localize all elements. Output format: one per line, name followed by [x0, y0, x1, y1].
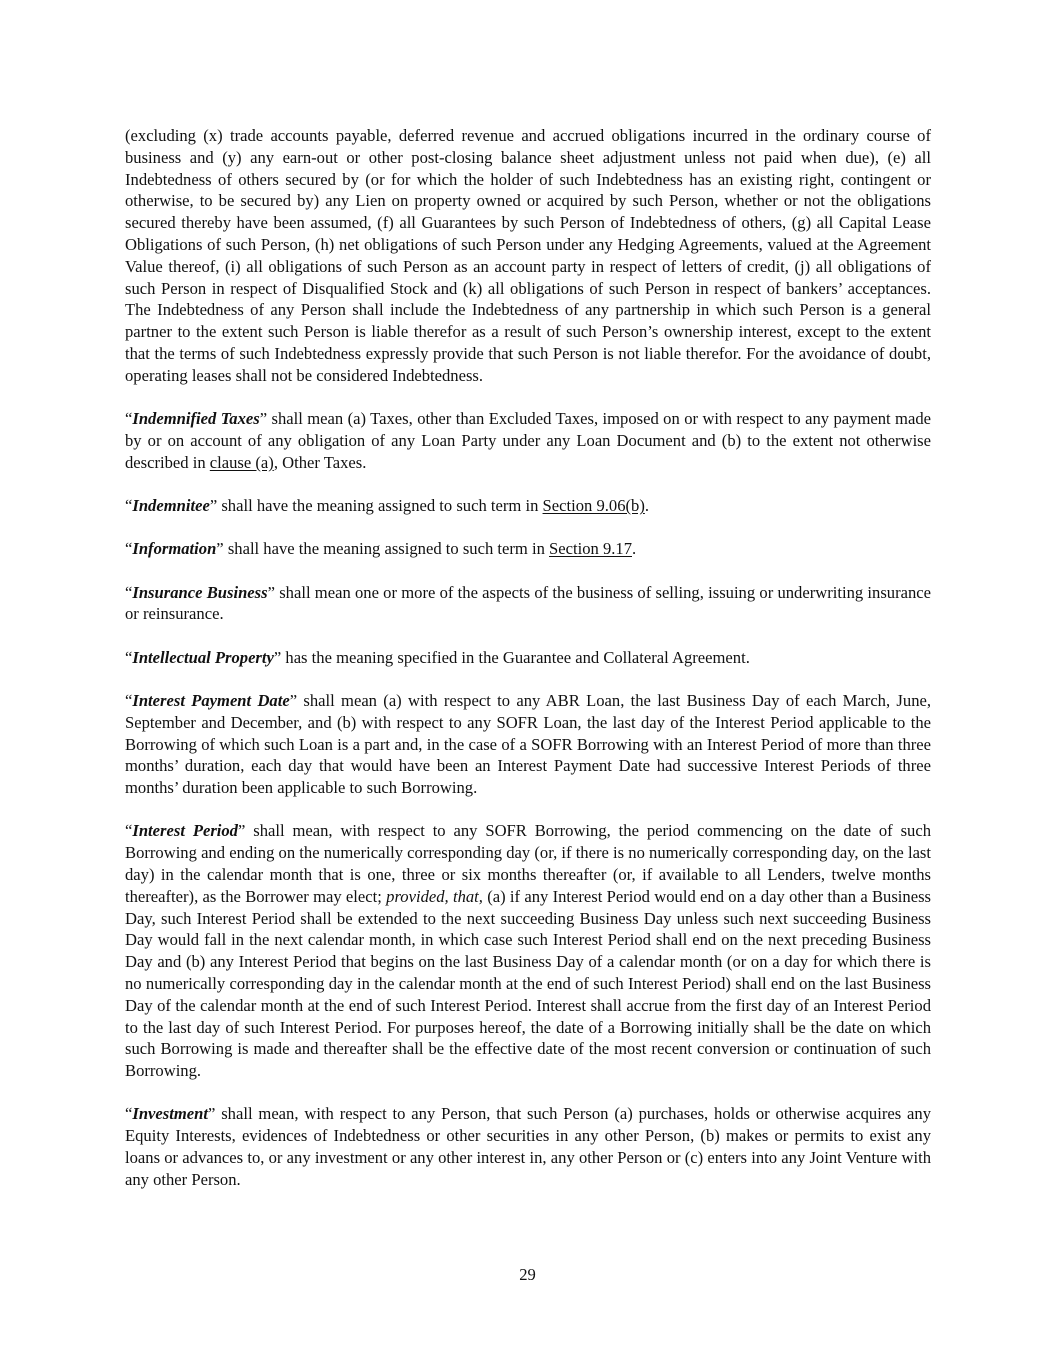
definition-text: has the meaning specified in the Guarantee and Collateral Agreement.: [281, 647, 750, 667]
proviso-italic: provided, that,: [386, 886, 483, 906]
close-quote: ”: [267, 582, 275, 602]
close-quote: ”: [209, 495, 218, 515]
definition-indemnitee: [125, 495, 931, 517]
close-quote: ”: [216, 539, 224, 559]
open-quote: “: [125, 539, 133, 559]
definition-text: shall mean one or more of the aspects of the business of selling, issuing or underwriting insurance or reinsurance.: [125, 582, 932, 624]
close-quote: ”: [289, 690, 298, 710]
definition-insurance-business: [125, 582, 931, 626]
definition-text-end: .: [644, 495, 650, 515]
open-quote: “: [125, 409, 133, 429]
definition-text: shall mean (a) with respect to any ABR Loan, the last Business Day of each March, June, September and December, and (b) with respect to any SOFR Loan, the last day of the Interest Period applicable to the Borrowing of which such Loan is a part and, in the case of a SOFR Borrowing with an Interest Period of more than three months’ duration, each day that would have been an Interest Payment Date had successive Interest Periods of three months’ duration been applicable to such Borrowing.: [125, 690, 931, 798]
open-quote: “: [125, 1104, 133, 1124]
open-quote: “: [125, 495, 133, 515]
definition-text-end: .: [632, 539, 637, 559]
document-page: [125, 125, 931, 1212]
definition-interest-payment-date: [125, 690, 931, 799]
open-quote: “: [125, 647, 133, 667]
defined-term: Indemnified Taxes: [132, 409, 260, 429]
definition-investment: [125, 1103, 931, 1190]
close-quote: ”: [237, 821, 246, 841]
definition-information: [125, 538, 931, 560]
cross-reference-link[interactable]: clause (a): [209, 452, 274, 472]
defined-term: Intellectual Property: [132, 647, 274, 667]
open-quote: “: [125, 821, 133, 841]
close-quote: ”: [273, 647, 282, 667]
definition-indemnified-taxes: [125, 408, 931, 473]
defined-term: Indemnitee: [132, 495, 210, 515]
defined-term: Interest Period: [132, 821, 238, 841]
defined-term: Investment: [132, 1104, 208, 1124]
definition-text-end: , Other Taxes.: [273, 452, 367, 472]
open-quote: “: [125, 690, 133, 710]
defined-term: Insurance Business: [132, 582, 268, 602]
defined-term: Information: [132, 539, 217, 559]
definition-text: shall have the meaning assigned to such term in: [223, 539, 550, 559]
definition-interest-period: [125, 820, 931, 1082]
paragraph-indebtedness-continued: [125, 125, 931, 387]
definition-text: shall mean, with respect to any SOFR Borrowing, the period commencing on the date of such Borrowing and ending on the numerically corresponding day (or, if there is no numerically corresponding day, on the last day) in the calendar month that is one, three or six months thereafter (or, if available to all Lenders, twelve months thereafter), as the Borrower may elect;: [125, 821, 931, 906]
definition-text: shall have the meaning assigned to such term in: [217, 495, 543, 515]
definition-text: shall mean (a) Taxes, other than Excluded Taxes, imposed on or with respect to any payment made by or on account of any obligation of any Loan Party under any Loan Document and (b) to the extent not otherwise described in: [125, 409, 931, 472]
definition-intellectual-property: [125, 647, 931, 669]
definition-text: shall mean, with respect to any Person, that such Person (a) purchases, holds or otherwise acquires any Equity Interests, evidences of Indebtedness or other securities in any other Person, (b) makes or permits to exist any loans or advances to, or any investment or any other interest in, any other Person or (c) enters into any Joint Venture with any other Person.: [125, 1104, 931, 1189]
defined-term: Interest Payment Date: [132, 690, 290, 710]
close-quote: ”: [259, 409, 268, 429]
open-quote: “: [125, 582, 133, 602]
definition-text-end: (a) if any Interest Period would end on a day other than a Business Day, such Interest Period shall be extended to the next succeeding Business Day unless such next succeeding Business Day would fall in the next calendar month, in which case such Interest Period shall end on the next preceding Business Day and (b) any Interest Period that begins on the last Business Day of a calendar month (or on a day for which there is no numerically corresponding day in the calendar month at the end of such Interest Period) shall end on the last Business Day of the calendar month at the end of such Interest Period. Interest shall accrue from the first day of an Interest Period to the last day of such Interest Period. For purposes hereof, the date of a Borrowing initially shall be the date on which such Borrowing is made and thereafter shall be the effective date of the most recent conversion or continuation of such Borrowing.: [125, 886, 931, 1081]
page-number: 29: [519, 1265, 536, 1284]
paragraph-text: (excluding (x) trade accounts payable, deferred revenue and accrued obligations incurred in the ordinary course of business and (y) any earn-out or other post-closing balance sheet adjustment unless not paid when due), (e) all Indebtedness of others secured by (or for which the holder of such Indebtedness has an existing right, contingent or otherwise, to be secured by) any Lien on property owned or acquired by such Person, whether or not the obligations secured thereby have been assumed, (f) all Guarantees by such Person of Indebtedness of others, (g) all Capital Lease Obligations of such Person, (h) net obligations of such Person under any Hedging Agreements, valued at the Agreement Value thereof, (i) all obligations of such Person as an account party in respect of letters of credit, (j) all obligations of such Person in respect of Disqualified Stock and (k) all obligations of such Person in respect of bankers’ acceptances. The Indebtedness of any Person shall include the Indebtedness of any partnership in which such Person is a general partner to the extent such Person is liable therefor as a result of such Person’s ownership interest, except to the extent that the terms of such Indebtedness expressly provide that such Person is not liable therefor. For the avoidance of doubt, operating leases shall not be considered Indebtedness.: [125, 126, 931, 385]
close-quote: ”: [207, 1104, 216, 1124]
cross-reference-link[interactable]: Section 9.06(b): [542, 495, 645, 515]
cross-reference-link[interactable]: Section 9.17: [549, 539, 632, 559]
